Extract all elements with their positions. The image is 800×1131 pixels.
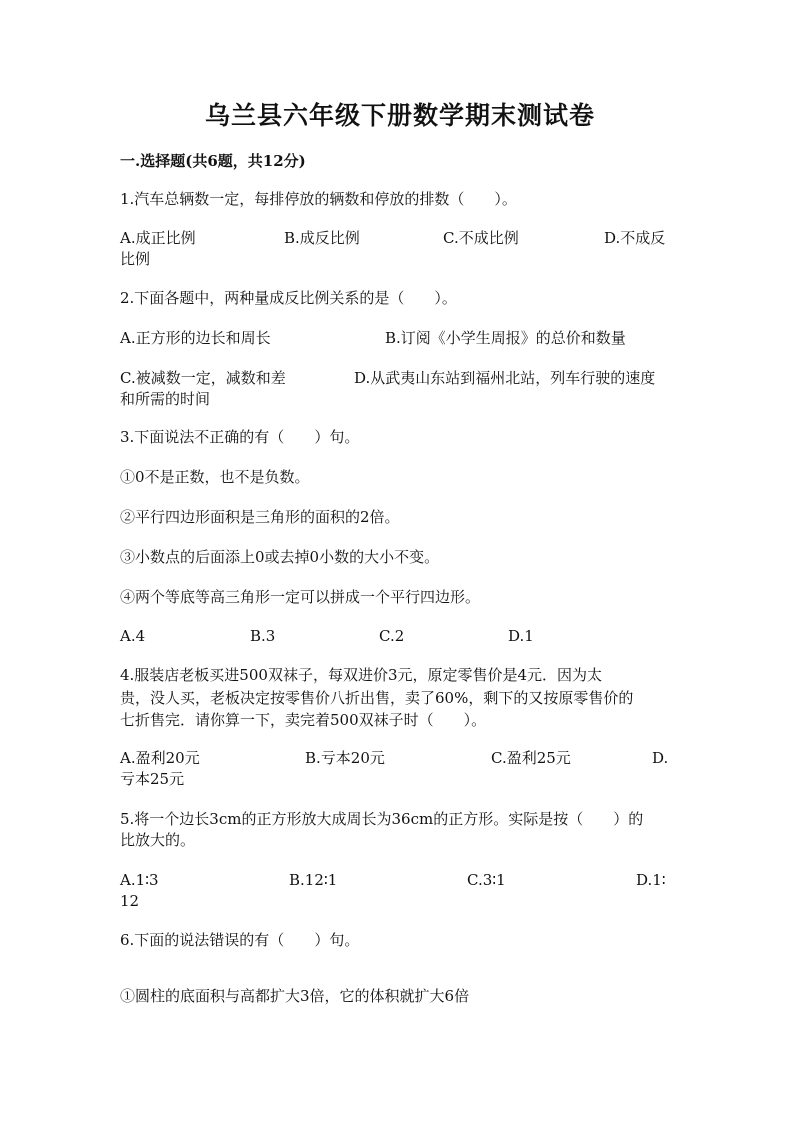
question-stem-line-2: 比放大的。	[120, 831, 196, 849]
statement-1: ①圆柱的底面积与高都扩大3倍，它的体积就扩大6倍	[120, 987, 470, 1005]
option-d: D.1∶	[636, 871, 666, 889]
question-stem-line-2: 贵，没人买，老板决定按零售价八折出售，卖了60%，剩下的又按原零售价的	[120, 689, 634, 707]
question-stem-line-3: 七折售完．请你算一下，卖完着500双袜子时（ ）。	[120, 711, 487, 729]
option-b: B.亏本20元	[305, 749, 385, 767]
statement-4: ④两个等底等高三角形一定可以拼成一个平行四边形。	[120, 588, 481, 606]
option-d: D.从武夷山东站到福州北站，列车行驶的速度	[354, 369, 656, 387]
option-a: A.4	[120, 627, 146, 645]
option-d: D.	[652, 749, 669, 767]
option-b: B.12∶1	[289, 871, 338, 889]
option-d-continued: 比例	[120, 250, 151, 268]
question-stem-line-1: 4.服装店老板买进500双袜子，每双进价3元，原定零售价是4元．因为太	[120, 666, 603, 684]
option-c: C.不成比例	[443, 229, 519, 247]
option-d: D.1	[508, 627, 534, 645]
option-a: A.盈利20元	[120, 749, 200, 767]
question-stem: 6.下面的说法错误的有（ ）句。	[120, 931, 360, 949]
page-title: 乌兰县六年级下册数学期末测试卷	[204, 101, 595, 130]
option-c: C.盈利25元	[491, 749, 571, 767]
question-stem: 3.下面说法不正确的有（ ）句。	[120, 428, 360, 446]
option-d-continued: 和所需的时间	[120, 390, 211, 408]
option-a: A.1∶3	[120, 871, 159, 889]
option-b: B.订阅《小学生周报》的总价和数量	[385, 329, 626, 347]
question-stem: 2.下面各题中，两种量成反比例关系的是（ ）。	[120, 289, 457, 307]
option-d-continued: 亏本25元	[120, 770, 185, 788]
statement-1: ①0不是正数，也不是负数。	[120, 468, 310, 486]
option-c: C.2	[379, 627, 405, 645]
option-c: C.3∶1	[467, 871, 506, 889]
statement-2: ②平行四边形面积是三角形的面积的2倍。	[120, 508, 400, 526]
option-d: D.不成反	[604, 229, 666, 247]
option-b: B.3	[250, 627, 276, 645]
statement-3: ③小数点的后面添上0或去掉0小数的大小不变。	[120, 548, 440, 566]
option-a: A.正方形的边长和周长	[120, 329, 271, 347]
section-heading: 一.选择题(共6题，共12分)	[120, 152, 306, 170]
option-c: C.被减数一定，减数和差	[120, 369, 286, 387]
option-b: B.成反比例	[284, 229, 360, 247]
option-a: A.成正比例	[120, 229, 196, 247]
question-stem-line-1: 5.将一个边长3cm的正方形放大成周长为36cm的正方形。实际是按（ ）的	[120, 810, 644, 828]
option-d-continued: 12	[120, 892, 140, 910]
question-stem: 1.汽车总辆数一定，每排停放的辆数和停放的排数（ ）。	[120, 190, 517, 208]
